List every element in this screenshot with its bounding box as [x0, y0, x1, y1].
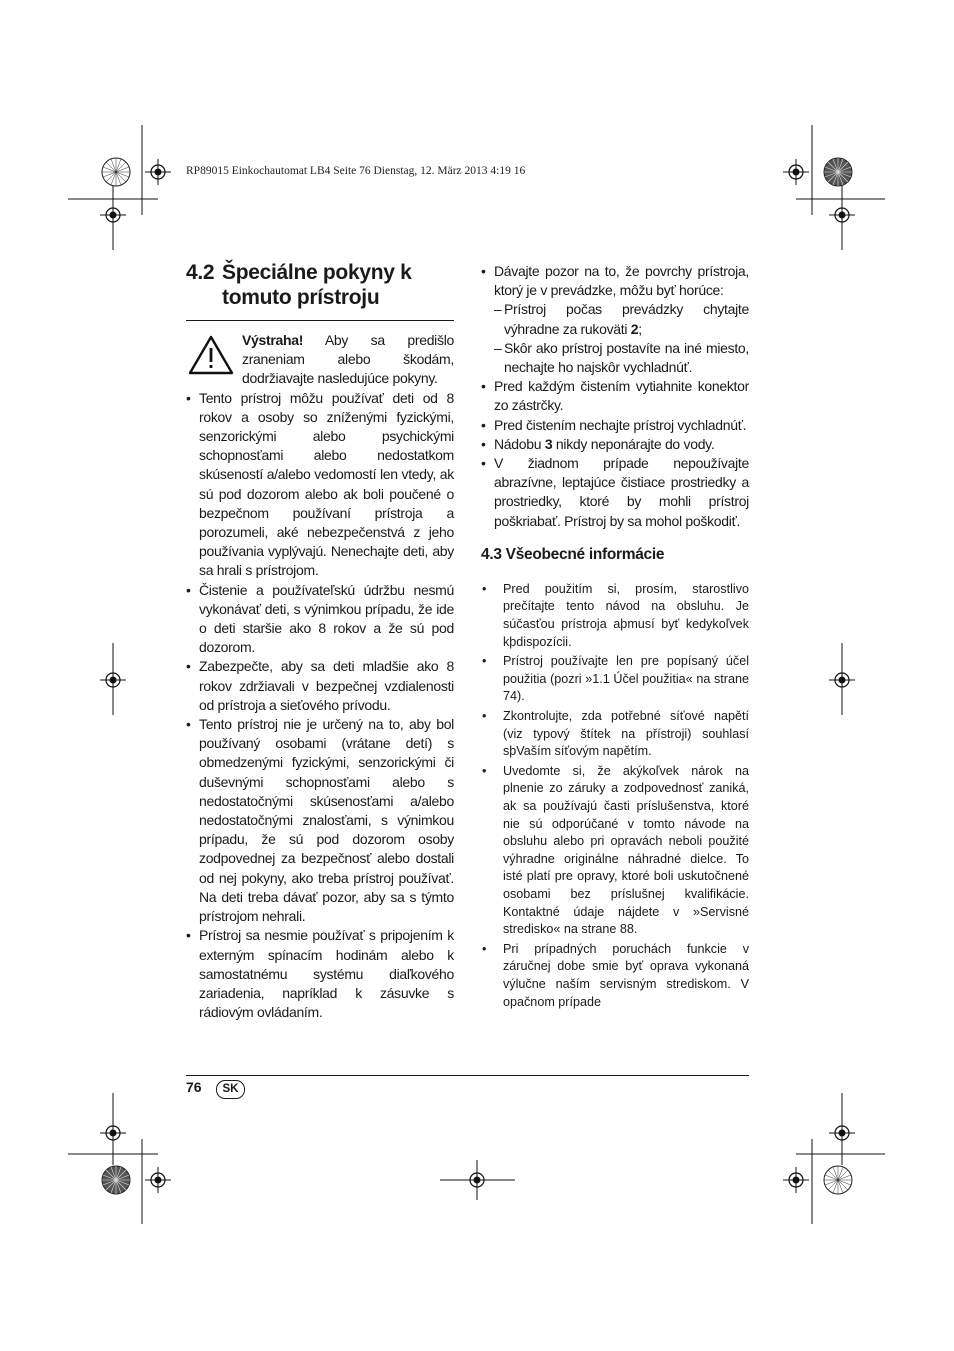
- right-column: [481, 262, 749, 1013]
- list-item: [481, 377, 749, 415]
- list-item-text: Prístroj sa nesmie používať s pripojením k externým spínacím hodinám alebo k samostatnému systému diaľkového zariadenia, napríklad k zásuvke s rádiovým ovládaním.: [199, 927, 454, 1021]
- list-item: [481, 416, 749, 435]
- subsection-title: [481, 545, 749, 565]
- warning-box: [186, 331, 454, 389]
- list-item-text: Tento prístroj môžu používať deti od 8 rokov a osoby so zníženými fyzickými, senzorickými alebo psychickými schopnosťami alebo nedostatkom skúseností a/alebo vedomostí len vtedy, ak sú pod dozorom alebo ak boli poučené o bezpečnom používaní prístroja a porozumeli, aké nebezpečenstvá z jeho používania vyplývajú. Nenechajte deti, aby sa hrali s prístrojom.: [199, 389, 454, 579]
- print-header: RP89015 Einkochautomat LB4 Seite 76 Dienstag, 12. März 2013 4:19 16: [186, 165, 526, 177]
- list-item: [481, 941, 749, 1011]
- language-badge: SK: [216, 1080, 245, 1099]
- section-title-text: Špeciálne pokyny k tomuto prístroju: [222, 261, 412, 309]
- sub-list-item: [494, 300, 749, 338]
- part-reference: 2: [630, 320, 639, 337]
- list-item: [481, 708, 749, 761]
- list-item-text: Zkontrolujte, zda potřebné síťové napětí (viz typový štítek na přístroji) souhlasí sþVaším síťovým napětím.: [503, 709, 749, 759]
- bullet-icon: •: [186, 389, 191, 406]
- list-item-suffix: nikdy neponárajte do vody.: [552, 435, 715, 452]
- list-item-text: Nádobu: [494, 435, 545, 452]
- list-item-text: Dávajte pozor na to, že povrchy prístroja, ktorý je v prevádzke, môžu byť horúce:: [494, 263, 749, 299]
- warning-label: Výstraha!: [242, 332, 304, 348]
- bullet-icon: •: [482, 941, 487, 956]
- safety-list: [186, 389, 454, 1023]
- bullet-icon: •: [482, 581, 487, 596]
- section-number: 4.2: [186, 261, 215, 284]
- list-item-text: Čistenie a používateľskú údržbu nesmú vykonávať deti, s výnimkou prípadu, že ide o deti staršie ako 8 rokov a že sú pod dozorom.: [199, 581, 454, 656]
- subsection-number: 4.3: [481, 545, 502, 563]
- list-item: [186, 389, 454, 581]
- page-number: 76: [186, 1079, 202, 1095]
- sub-list-item-suffix: ;: [638, 320, 642, 337]
- warning-body: Aby sa predišlo zraneniam alebo škodám, dodržiavajte nasledujúce pokyny.: [242, 332, 454, 387]
- bullet-icon: •: [482, 654, 487, 669]
- list-item: [186, 926, 454, 1022]
- sub-list: [494, 300, 749, 377]
- list-item: [186, 581, 454, 658]
- bullet-icon: •: [481, 435, 486, 452]
- list-item: [186, 657, 454, 715]
- bullet-icon: •: [482, 763, 487, 778]
- sub-list-item: [494, 339, 749, 377]
- bullet-icon: •: [481, 378, 486, 395]
- list-item-text: Pri prípadných poruchách funkcie v záručnej dobe smie byť oprava vykonaná výlučne naším servisným strediskom. V opačnom prípade: [503, 941, 749, 1009]
- list-item-text: V žiadnom prípade nepoužívajte abrazívne, leptajúce čistiace prostriedky a prostriedky, ktoré by mohli prístroj poškriabať. Prístroj by sa mohol poškodiť.: [494, 455, 749, 529]
- sub-list-item-text: Prístroj počas prevádzky chytajte výhradne za rukoväti: [504, 301, 749, 337]
- list-item-text: Pred použitím si, prosím, starostlivo prečítajte tento návod na obsluhu. Je súčasťou prístroja aþmusí byť kedykoľvek kþdispozícii.: [503, 581, 749, 649]
- bullet-icon: •: [481, 416, 486, 433]
- bullet-icon: •: [186, 927, 191, 944]
- bullet-icon: •: [186, 716, 191, 733]
- general-info-list: [481, 581, 749, 1011]
- list-item-text: Pred čistením nechajte prístroj vychladnúť.: [494, 416, 747, 433]
- list-item-text: Tento prístroj nie je určený na to, aby bol používaný osobami (vrátane detí) s obmedzenými fyzickými, senzorickými či duševnými schopnosťami alebo s nedostatočnými skúsenosťami a/alebo nedostatočnými znalosťami, s výnimkou prípadu, že sú pod dozorom osoby zodpovednej za bezpečnosť alebo dostali od nej pokyny, ako treba prístroj používať. Na deti treba dávať pozor, aby sa s týmto prístrojom nehrali.: [199, 716, 454, 925]
- footer-divider: [186, 1075, 749, 1076]
- list-item-text: Uvedomte si, že akýkoľvek nárok na plnenie zo záruky a zodpovednosť zaniká, ak sa používajú časti príslušenstva, ktoré nie sú odporúčané v tomto návode na obsluhu alebo pri opravách neboli použité výhradne originálne náhradné dielce. To isté platí pre opravy, ktoré boli uskutočnené osobami bez príslušnej kvalifikácie. Kontaktné údaje nájdete v »Servisné stredisko« na strane 88.: [503, 763, 749, 937]
- bullet-icon: •: [186, 658, 191, 675]
- warning-triangle-icon: [188, 335, 234, 375]
- warning-text: [242, 331, 454, 389]
- subsection-title-text: Všeobecné informácie: [505, 545, 665, 563]
- list-item-text: Prístroj používajte len pre popísaný účel použitia (pozri »1.1 Účel použitia« na strane 74).: [503, 654, 749, 704]
- part-reference: 3: [544, 435, 553, 452]
- bullet-icon: •: [481, 263, 486, 279]
- list-item-text: Pred každým čistením vytiahnite konektor zo zástrčky.: [494, 378, 749, 414]
- list-item: [481, 454, 749, 531]
- bullet-icon: •: [186, 581, 191, 598]
- left-column: [186, 260, 454, 1022]
- section-title: [186, 260, 454, 310]
- dash-icon: –: [494, 339, 502, 356]
- sub-list-item-text: Skôr ako prístroj postavíte na iné miesto, nechajte ho najskôr vychladnúť.: [504, 339, 749, 376]
- list-item: [186, 715, 454, 926]
- safety-list-continued: [481, 262, 749, 531]
- list-item-text: Zabezpečte, aby sa deti mladšie ako 8 rokov zdržiavali v bezpečnej vzdialenosti od prístroja a sieťového prívodu.: [199, 658, 454, 713]
- bullet-icon: •: [482, 709, 487, 723]
- dash-icon: –: [494, 301, 502, 318]
- list-item: [481, 763, 749, 939]
- list-item: [481, 262, 749, 377]
- list-item: [481, 435, 749, 454]
- title-divider: [186, 320, 454, 321]
- list-item: [481, 653, 749, 706]
- bullet-icon: •: [481, 455, 486, 472]
- list-item: [481, 581, 749, 651]
